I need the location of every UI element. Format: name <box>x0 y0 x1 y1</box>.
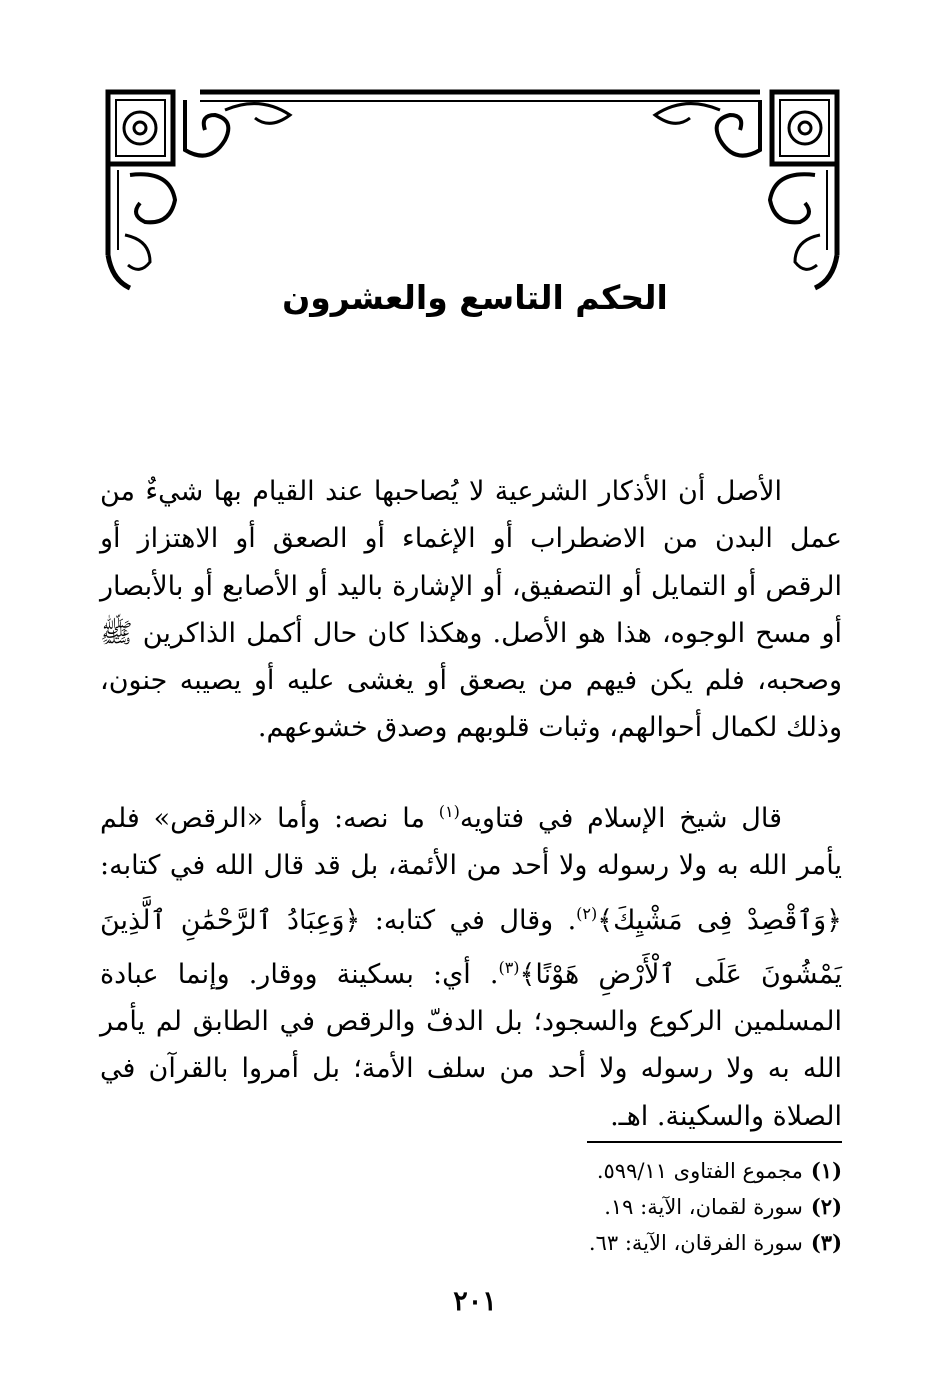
footnote-ref-3: (٣) <box>498 957 520 977</box>
paragraph-2-part-2: ما نصه: وأما «الرقص» فلم يأمر الله به ولا رسوله ولا أحد من الأئمة، بل قد قال الله في كتابه: ﴿وَٱقْصِدْ فِى مَشْيِكَ﴾ <box>100 803 842 936</box>
footnote-text: سورة الفرقان، الآية: ٦٣. <box>588 1231 803 1255</box>
ornamental-frame <box>0 0 950 320</box>
footnote-item <box>380 1225 842 1261</box>
paragraph-2-part-1: قال شيخ الإسلام في فتاويه <box>459 803 783 834</box>
paragraph-2 <box>100 788 842 1140</box>
footnote-item <box>380 1189 842 1225</box>
footnote-ref-2: (٢) <box>576 903 598 923</box>
page-title: الحكم التاسع والعشرون <box>282 278 668 317</box>
footnote-number: (١) <box>810 1158 842 1183</box>
paragraph-2-part-4: . أي: بسكينة ووقار. وإنما عبادة المسلمين الركوع والسجود؛ بل الدفّ والرقص في الطابق لم يأمر الله به ولا رسوله ولا أحد من سلف الأمة؛ بل أمروا بالقرآن في الصلاة والسكينة. اهـ. <box>100 958 842 1132</box>
paragraph-2-part-3: . وقال في كتابه: ﴿وَعِبَادُ ٱلرَّحْمَٰنِ ٱلَّذِينَ يَمْشُونَ عَلَى ٱلْأَرْضِ هَوْنًا﴾ <box>100 904 842 990</box>
footnote-text: سورة لقمان، الآية: ١٩. <box>604 1195 803 1219</box>
footnote-item <box>380 1153 842 1189</box>
paragraph-1: الأصل أن الأذكار الشرعية لا يُصاحبها عند القيام بها شيءٌ من عمل البدن من الاضطراب أو الإغماء أو الصعق أو الاهتزاز أو الرقص أو التمايل أو التصفيق، أو الإشارة باليد أو الأصابع أو بالأبصار أو مسح الوجوه، هذا هو الأصل. وهكذا كان حال أكمل الذاكرين ﷺ وصحبه، فلم يكن فيهم من يصعق أو يغشى عليه أو يصيبه جنون، وذلك لكمال أحوالهم، وثبات قلوبهم وصدق خشوعهم. <box>100 476 842 744</box>
footnote-separator <box>587 1141 842 1143</box>
footnote-ref-1: (١) <box>438 802 460 821</box>
page-number: ٢٠١ <box>453 1286 497 1317</box>
footnote-text: مجموع الفتاوى ٥٩٩/١١. <box>596 1159 803 1183</box>
footnote-number: (٣) <box>810 1230 842 1255</box>
footnotes-list <box>380 1153 842 1261</box>
footnote-number: (٢) <box>810 1194 842 1219</box>
